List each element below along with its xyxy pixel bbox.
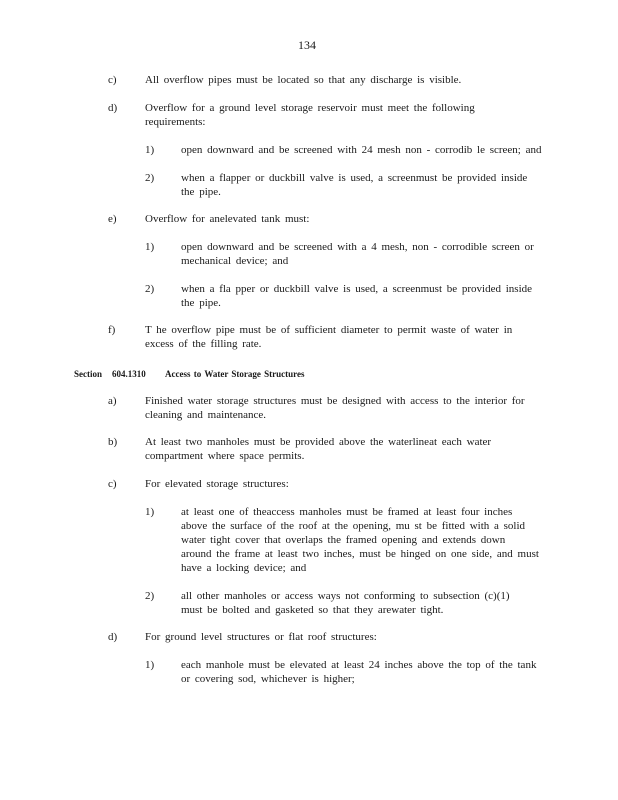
item-label: a) xyxy=(108,395,117,407)
item-text-line: above the surface of the roof at the opening, mu st be fitted with a solid xyxy=(181,520,526,532)
section-title: Access to Water Storage Structures xyxy=(165,369,305,379)
item-text-line: water tight cover that overlaps the framed opening and extends down xyxy=(181,534,506,546)
subitem-label: 2) xyxy=(145,283,155,295)
item-text-line: the pipe. xyxy=(181,297,221,309)
item-label: d) xyxy=(108,102,118,114)
item-text-line: each manhole must be elevated at least 24 inches above the top of the tank xyxy=(181,659,537,671)
item-text-line: For elevated storage structures: xyxy=(145,478,289,490)
section-label: Section xyxy=(74,369,102,379)
item-text-line: For ground level structures or flat roof structures: xyxy=(145,631,377,643)
item-label: c) xyxy=(108,478,117,490)
subitem-label: 2) xyxy=(145,172,155,184)
item-label: e) xyxy=(108,213,117,225)
item-label: f) xyxy=(108,324,116,336)
section-number: 604.1310 xyxy=(112,369,146,379)
subitem-label: 1) xyxy=(145,144,155,156)
item-text-line: Overflow for anelevated tank must: xyxy=(145,213,310,225)
item-text-line: All overflow pipes must be located so that any discharge is visible. xyxy=(145,74,462,86)
subitem-label: 1) xyxy=(145,506,155,518)
page-number: 134 xyxy=(298,38,316,52)
item-text-line: open downward and be screened with a 4 mesh, non - corrodible screen or xyxy=(181,241,534,253)
subitem-label: 2) xyxy=(145,590,155,602)
item-label: b) xyxy=(108,436,118,448)
item-text-line: mechanical device; and xyxy=(181,255,289,267)
item-text-line: Overflow for a ground level storage reservoir must meet the following xyxy=(145,102,475,114)
item-text-line: excess of the filling rate. xyxy=(145,338,262,350)
item-text-line: or covering sod, whichever is higher; xyxy=(181,673,355,685)
item-text-line: open downward and be screened with 24 mesh non - corrodib le screen; and xyxy=(181,144,542,156)
item-text-line: must be bolted and gasketed so that they arewater tight. xyxy=(181,604,444,616)
item-text-line: requirements: xyxy=(145,116,206,128)
item-text-line: At least two manholes must be provided above the waterlineat each water xyxy=(145,436,492,448)
item-text-line: the pipe. xyxy=(181,186,221,198)
item-text-line: Finished water storage structures must be designed with access to the interior for xyxy=(145,395,525,407)
item-text-line: when a flapper or duckbill valve is used, a screenmust be provided inside xyxy=(181,172,528,184)
item-label: d) xyxy=(108,631,118,643)
item-label: c) xyxy=(108,74,117,86)
subitem-label: 1) xyxy=(145,659,155,671)
item-text-line: at least one of theaccess manholes must be framed at least four inches xyxy=(181,506,513,518)
item-text-line: compartment where space permits. xyxy=(145,450,305,462)
item-text-line: T he overflow pipe must be of sufficient diameter to permit waste of water in xyxy=(145,324,513,336)
subitem-label: 1) xyxy=(145,241,155,253)
item-text-line: when a fla pper or duckbill valve is used, a screenmust be provided inside xyxy=(181,283,533,295)
item-text-line: all other manholes or access ways not conforming to subsection (c)(1) xyxy=(181,590,510,602)
item-text-line: cleaning and maintenance. xyxy=(145,409,266,421)
item-text-line: have a locking device; and xyxy=(181,562,307,574)
item-text-line: around the frame at least two inches, must be hinged on one side, and must xyxy=(181,548,539,560)
